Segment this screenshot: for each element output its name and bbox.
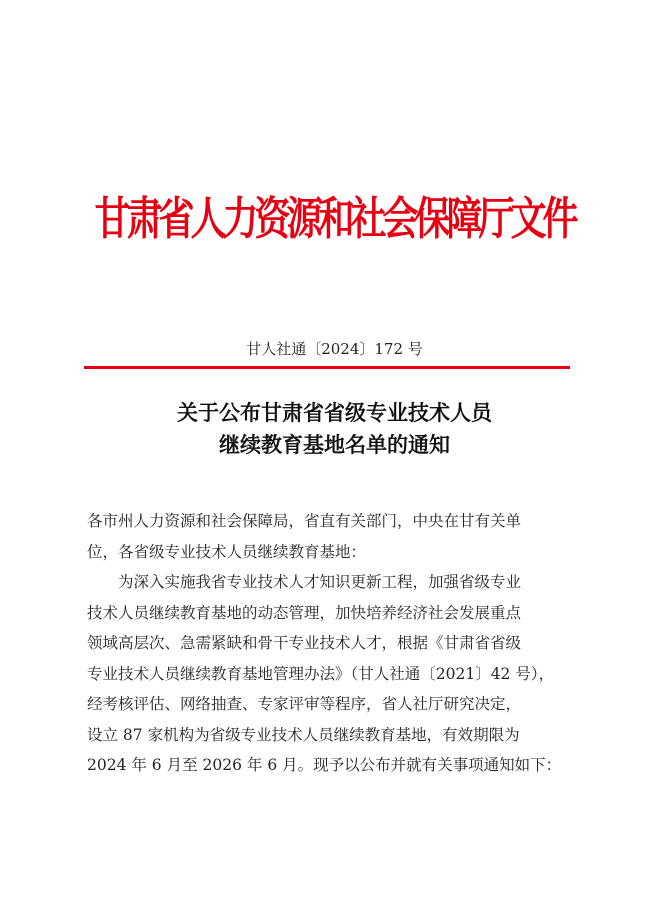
- notice-title-line: 关于公布甘肃省省级专业技术人员: [177, 400, 492, 425]
- body-paragraph-line: 为深入实施我省专业技术人才知识更新工程，加强省级专业: [118, 573, 522, 591]
- body-paragraph-line: 设立 87 家机构为省级专业技术人员继续教育基地，有效期限为: [87, 725, 520, 744]
- body-paragraph-line: 技术人员继续教育基地的动态管理，加快培养经济社会发展重点: [87, 603, 522, 622]
- notice-title: [0, 397, 669, 461]
- notice-title-line: 继续教育基地名单的通知: [219, 432, 450, 457]
- body-paragraph-line: 2024 年 6 月至 2026 年 6 月。现予以公布并就有关事项通知如下：: [87, 756, 562, 774]
- addressee-line: 各市州人力资源和社会保障局，省直有关部门，中央在甘有关单: [87, 512, 522, 530]
- document-header-title: 甘肃省人力资源和社会保障厅文件: [94, 193, 575, 245]
- body-paragraph-line: 领域高层次、急需紧缺和骨干专业技术人才，根据《甘肃省省级: [87, 634, 522, 652]
- header-divider: [84, 366, 570, 369]
- document-number: 甘人社通〔2024〕172 号: [246, 340, 423, 358]
- addressee-line: 位，各省级专业技术人员继续教育基地：: [87, 542, 367, 561]
- body-paragraph-line: 经考核评估、网络抽查、专家评审等程序，省人社厅研究决定，: [87, 695, 522, 713]
- notice-body: [87, 506, 573, 781]
- body-paragraph-line: 专业技术人员继续教育基地管理办法》（甘人社通〔2021〕42 号），: [87, 664, 555, 683]
